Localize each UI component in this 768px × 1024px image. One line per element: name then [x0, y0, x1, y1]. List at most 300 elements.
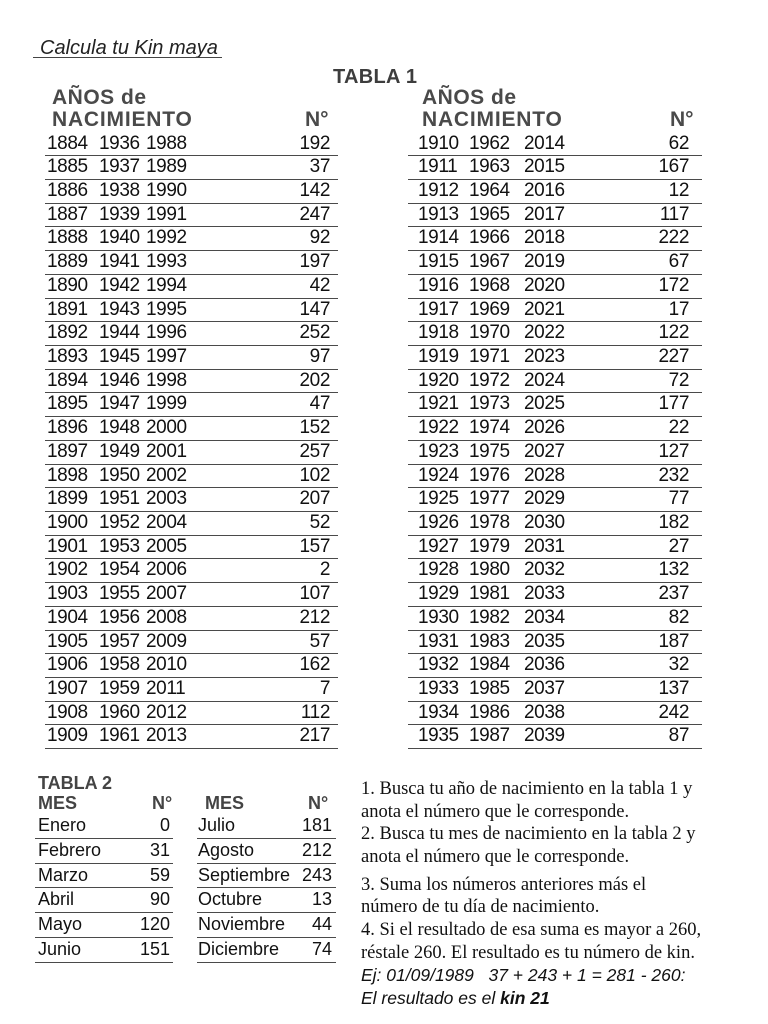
kin-number: 207: [299, 488, 330, 510]
birth-year: 2014: [524, 132, 565, 154]
table-row: [45, 393, 338, 417]
step-text-line: anota el número que le corresponde.: [361, 846, 630, 867]
birth-year: 1889: [47, 251, 88, 273]
birth-year: 2024: [524, 369, 565, 391]
table-row: [45, 465, 338, 489]
birth-year: 1937: [99, 156, 140, 178]
month-name: Noviembre: [198, 914, 286, 935]
birth-year: 1974: [469, 417, 510, 439]
table-row: [408, 393, 702, 417]
header-birth-label: NACIMIENTO: [52, 107, 193, 131]
birth-year: 1995: [146, 298, 187, 320]
birth-year: 1972: [469, 369, 510, 391]
table-row: [408, 559, 702, 583]
kin-number: 252: [299, 322, 330, 344]
birth-year: 1958: [99, 654, 140, 676]
birth-year: 1940: [99, 227, 140, 249]
month-name: Diciembre: [198, 938, 280, 959]
birth-year: 1926: [418, 512, 459, 533]
kin-number: 142: [299, 179, 330, 201]
table-row: [408, 607, 702, 631]
birth-year: 1992: [146, 227, 187, 249]
birth-year: 1923: [418, 440, 459, 462]
table-row: [408, 631, 702, 655]
table-row: [45, 702, 338, 726]
kin-number: 97: [309, 345, 330, 367]
kin-number: 242: [658, 701, 689, 723]
table-row: [408, 299, 702, 323]
birth-year: 2007: [146, 583, 187, 605]
table-row: [45, 133, 338, 157]
table2-title: TABLA 2: [38, 773, 112, 793]
kin-number: 37: [309, 156, 330, 178]
birth-year: 2015: [524, 156, 565, 178]
birth-year: 1934: [418, 701, 459, 723]
month-row: [197, 839, 336, 864]
birth-year: 1932: [418, 654, 459, 676]
kin-number: 232: [658, 464, 689, 486]
kin-number: 182: [658, 512, 689, 533]
table-row: [45, 299, 338, 323]
kin-number: 62: [668, 132, 689, 154]
birth-year: 1970: [469, 322, 510, 344]
birth-year: 1910: [418, 132, 459, 154]
birth-year: 1933: [418, 678, 459, 700]
header-years-label: AÑOS de: [52, 86, 147, 109]
birth-year: 1918: [418, 322, 459, 344]
birth-year: 1984: [469, 654, 510, 676]
header-years-label: AÑOS de: [422, 86, 517, 109]
month-row: [35, 888, 173, 913]
birth-year: 1946: [99, 369, 140, 391]
kin-number: 177: [658, 393, 689, 415]
birth-year: 1938: [99, 179, 140, 201]
birth-year: 1897: [47, 440, 88, 462]
table-row: [45, 156, 338, 180]
month-number: 31: [149, 839, 170, 860]
kin-number: 247: [299, 203, 330, 225]
month-number: 212: [301, 839, 332, 860]
month-number: 90: [149, 889, 170, 910]
birth-year: 1884: [47, 132, 88, 154]
table-row: [408, 227, 702, 251]
birth-year: 1894: [47, 369, 88, 391]
birth-year: 2034: [524, 606, 565, 628]
birth-year: 2036: [524, 654, 565, 676]
header-number-label: N°: [305, 107, 329, 131]
header-month-label: MES: [205, 793, 245, 813]
kin-number: 202: [299, 369, 330, 391]
birth-year: 1998: [146, 369, 187, 391]
kin-number: 107: [299, 583, 330, 605]
kin-number: 172: [658, 274, 689, 296]
step-text-line: número de tu día de nacimiento.: [361, 897, 600, 918]
birth-year: 2038: [524, 701, 565, 723]
table-row: [408, 725, 702, 749]
month-name: Marzo: [38, 864, 89, 885]
kin-number: 57: [309, 630, 330, 652]
birth-year: 1976: [469, 464, 510, 486]
kin-number: 7: [319, 678, 330, 700]
birth-year: 1963: [469, 156, 510, 178]
birth-year: 1920: [418, 369, 459, 391]
birth-year: 2037: [524, 678, 565, 700]
birth-year: 2001: [146, 440, 187, 462]
month-name: Septiembre: [198, 864, 291, 885]
birth-year: 2033: [524, 583, 565, 605]
kin-number: 147: [299, 298, 330, 320]
kin-number: 212: [299, 606, 330, 628]
birth-year: 2029: [524, 488, 565, 510]
month-row: [35, 938, 173, 963]
header-birth-label: NACIMIENTO: [422, 107, 563, 131]
table-row: [408, 275, 702, 299]
kin-number: 127: [658, 440, 689, 462]
birth-year: 1965: [469, 203, 510, 225]
birth-year: 1971: [469, 345, 510, 367]
birth-year: 1996: [146, 322, 187, 344]
instructions: [361, 778, 761, 1010]
birth-year: 1911: [418, 156, 458, 178]
month-number: 59: [149, 864, 170, 885]
month-number: 181: [301, 815, 332, 835]
table-row: [408, 512, 702, 536]
birth-year: 1987: [469, 725, 510, 747]
birth-year: 2030: [524, 512, 565, 533]
birth-year: 1906: [47, 654, 88, 676]
kin-number: 42: [309, 274, 330, 296]
birth-year: 1952: [99, 512, 140, 533]
kin-number: 12: [668, 179, 689, 201]
table-row: [408, 417, 702, 441]
month-row: [35, 814, 173, 839]
table-row: [45, 512, 338, 536]
table-row: [45, 346, 338, 370]
month-row: [35, 839, 173, 864]
table-row: [45, 725, 338, 749]
birth-year: 1912: [418, 179, 459, 201]
table2-header: [38, 773, 338, 813]
birth-year: 1985: [469, 678, 510, 700]
kin-number: 87: [668, 725, 689, 747]
birth-year: 1921: [418, 393, 459, 415]
kin-result: kin 21: [500, 988, 550, 1009]
birth-year: 2039: [524, 725, 565, 747]
kin-number: 187: [658, 630, 689, 652]
table-row: [408, 654, 702, 678]
birth-year: 1927: [418, 535, 459, 557]
birth-year: 1939: [99, 203, 140, 225]
birth-year: 1947: [99, 393, 140, 415]
table-row: [408, 322, 702, 346]
kin-number: 222: [658, 227, 689, 249]
birth-year: 1903: [47, 583, 88, 605]
table-row: [408, 441, 702, 465]
birth-year: 1988: [146, 132, 187, 154]
table-row: [408, 678, 702, 702]
birth-year: 1942: [99, 274, 140, 296]
result-prefix: El resultado es el: [361, 988, 496, 1009]
birth-year: 1944: [99, 322, 140, 344]
kin-number: 92: [309, 227, 330, 249]
month-row: [197, 814, 336, 839]
month-name: Febrero: [38, 839, 102, 860]
birth-year: 1981: [469, 583, 510, 605]
month-name: Junio: [38, 938, 82, 959]
kin-number: 32: [668, 654, 689, 676]
kin-number: 102: [299, 464, 330, 486]
table2-right-rows: [197, 814, 336, 963]
header-month-label: MES: [38, 793, 78, 813]
birth-year: 1950: [99, 464, 140, 486]
birth-year: 1929: [418, 583, 459, 605]
birth-year: 1953: [99, 535, 140, 557]
birth-year: 1901: [47, 535, 88, 557]
birth-year: 1961: [99, 725, 140, 747]
kin-number: 77: [668, 488, 689, 510]
worked-example: [361, 964, 761, 1009]
birth-year: 1983: [469, 630, 510, 652]
kin-number: 162: [299, 654, 330, 676]
month-row: [35, 913, 173, 938]
table1-title: TABLA 1: [333, 66, 418, 88]
table-row: [45, 417, 338, 441]
kin-number: 122: [658, 322, 689, 344]
kin-number: 67: [668, 251, 689, 273]
table-row: [45, 275, 338, 299]
birth-year: 1959: [99, 678, 140, 700]
birth-year: 2008: [146, 606, 187, 628]
step-text-line: 3. Suma los números anteriores más el: [361, 874, 647, 895]
birth-year: 1968: [469, 274, 510, 296]
birth-year: 1954: [99, 559, 140, 581]
kin-number: 197: [299, 251, 330, 273]
birth-year: 1936: [99, 132, 140, 154]
birth-year: 2031: [524, 535, 565, 557]
table-row: [45, 204, 338, 228]
birth-year: 1899: [47, 488, 88, 510]
kin-number: 82: [668, 606, 689, 628]
birth-year: 1997: [146, 345, 187, 367]
birth-year: 2005: [146, 535, 187, 557]
birth-year: 1978: [469, 512, 510, 533]
table-row: [45, 227, 338, 251]
kin-number: 167: [658, 156, 689, 178]
kin-number: 157: [299, 535, 330, 557]
table-row: [45, 370, 338, 394]
table-row: [408, 133, 702, 157]
birth-year: 2019: [524, 251, 565, 273]
birth-year: 1900: [47, 512, 88, 533]
month-row: [197, 888, 336, 913]
birth-year: 1957: [99, 630, 140, 652]
birth-year: 1945: [99, 345, 140, 367]
birth-year: 2012: [146, 701, 187, 723]
kin-number: 112: [300, 701, 330, 723]
birth-year: 1928: [418, 559, 459, 581]
title-underline: [33, 57, 222, 58]
birth-year: 2026: [524, 417, 565, 439]
month-row: [197, 864, 336, 889]
birth-year: 1931: [418, 630, 459, 652]
month-row: [35, 864, 173, 889]
birth-year: 1986: [469, 701, 510, 723]
table1-left-header: [52, 87, 352, 131]
month-number: 44: [311, 914, 332, 935]
birth-year: 2035: [524, 630, 565, 652]
birth-year: 2027: [524, 440, 565, 462]
month-number: 243: [301, 864, 332, 885]
month-number: 0: [159, 815, 170, 835]
birth-year: 1898: [47, 464, 88, 486]
month-name: Octubre: [198, 889, 263, 910]
birth-year: 2009: [146, 630, 187, 652]
birth-year: 1892: [47, 322, 88, 344]
birth-year: 1922: [418, 417, 459, 439]
table1-right-rows: [408, 133, 702, 750]
birth-year: 1893: [47, 345, 88, 367]
step-text-line: 2. Busca tu mes de nacimiento en la tabla 2 y: [361, 824, 696, 845]
month-name: Mayo: [38, 914, 83, 935]
birth-year: 1975: [469, 440, 510, 462]
example-calculation: Ej: 01/09/1989 37 + 243 + 1 = 281 - 260:: [361, 965, 686, 986]
birth-year: 1955: [99, 583, 140, 605]
birth-year: 2017: [524, 203, 565, 225]
table2-left-rows: [35, 814, 173, 963]
birth-year: 1891: [47, 298, 88, 320]
table-row: [45, 559, 338, 583]
example-result: [361, 987, 761, 1010]
birth-year: 1890: [47, 274, 88, 296]
month-row: [197, 938, 336, 963]
table-row: [45, 654, 338, 678]
month-name: Julio: [198, 815, 236, 835]
birth-year: 1902: [47, 559, 88, 581]
table-row: [45, 180, 338, 204]
table-row: [408, 465, 702, 489]
birth-year: 2020: [524, 274, 565, 296]
table-row: [45, 607, 338, 631]
birth-year: 1943: [99, 298, 140, 320]
birth-year: 1904: [47, 606, 88, 628]
birth-year: 1917: [418, 298, 459, 320]
birth-year: 2000: [146, 417, 187, 439]
birth-year: 1909: [47, 725, 88, 747]
birth-year: 2003: [146, 488, 187, 510]
birth-year: 2013: [146, 725, 187, 747]
kin-number: 17: [668, 298, 689, 320]
birth-year: 1913: [418, 203, 459, 225]
table-row: [408, 702, 702, 726]
birth-year: 1886: [47, 179, 88, 201]
birth-year: 1989: [146, 156, 187, 178]
birth-year: 2028: [524, 464, 565, 486]
birth-year: 1885: [47, 156, 88, 178]
table-row: [408, 370, 702, 394]
birth-year: 1962: [469, 132, 510, 154]
kin-number: 137: [658, 678, 689, 700]
kin-number: 27: [668, 535, 689, 557]
month-row: [197, 913, 336, 938]
birth-year: 2023: [524, 345, 565, 367]
birth-year: 1951: [99, 488, 140, 510]
table1-left-rows: [45, 133, 338, 750]
birth-year: 1993: [146, 251, 187, 273]
month-name: Abril: [38, 889, 75, 910]
page-title: Calcula tu Kin maya: [40, 37, 218, 59]
step-text-line: 4. Si el resultado de esa suma es mayor a 260,: [361, 920, 702, 941]
birth-year: 1919: [418, 345, 459, 367]
step-2: [361, 823, 761, 868]
birth-year: 1949: [99, 440, 140, 462]
birth-year: 1980: [469, 559, 510, 581]
birth-year: 1907: [47, 678, 88, 700]
birth-year: 1935: [418, 725, 459, 747]
birth-year: 1956: [99, 606, 140, 628]
birth-year: 1994: [146, 274, 187, 296]
birth-year: 1905: [47, 630, 88, 652]
kin-number: 227: [658, 345, 689, 367]
step-text-line: 1. Busca tu año de nacimiento en la tabla 1 y: [361, 778, 693, 799]
month-name: Agosto: [198, 839, 255, 860]
birth-year: 1941: [99, 251, 140, 273]
table-row: [408, 180, 702, 204]
kin-number: 47: [309, 393, 330, 415]
month-number: 151: [139, 938, 170, 959]
birth-year: 1915: [418, 251, 459, 273]
birth-year: 1948: [99, 417, 140, 439]
birth-year: 2006: [146, 559, 187, 581]
birth-year: 1895: [47, 393, 88, 415]
birth-year: 1973: [469, 393, 510, 415]
birth-year: 1982: [469, 606, 510, 628]
birth-year: 2018: [524, 227, 565, 249]
birth-year: 2010: [146, 654, 187, 676]
birth-year: 1916: [418, 274, 459, 296]
birth-year: 1925: [418, 488, 459, 510]
month-number: 13: [311, 889, 332, 910]
birth-year: 1888: [47, 227, 88, 249]
month-number: 120: [139, 914, 170, 935]
table-row: [45, 441, 338, 465]
kin-number: 72: [668, 369, 689, 391]
kin-number: 117: [659, 203, 689, 225]
table-row: [408, 156, 702, 180]
header-number-label: N°: [308, 793, 329, 813]
birth-year: 2004: [146, 512, 187, 533]
table-row: [45, 251, 338, 275]
step-text-line: réstale 260. El resultado es tu número de kin.: [361, 942, 695, 963]
kin-number: 237: [658, 583, 689, 605]
step-1: [361, 778, 761, 823]
birth-year: 1977: [469, 488, 510, 510]
kin-number: 132: [658, 559, 689, 581]
birth-year: 1960: [99, 701, 140, 723]
birth-year: 2002: [146, 464, 187, 486]
table-row: [408, 583, 702, 607]
birth-year: 1896: [47, 417, 88, 439]
kin-number: 217: [299, 725, 330, 747]
birth-year: 2025: [524, 393, 565, 415]
table-row: [45, 536, 338, 560]
table-row: [408, 251, 702, 275]
table-row: [45, 322, 338, 346]
birth-year: 1990: [146, 179, 187, 201]
kin-number: 152: [299, 417, 330, 439]
header-number-label: N°: [670, 107, 694, 131]
kin-number: 52: [309, 512, 330, 533]
table-row: [45, 583, 338, 607]
